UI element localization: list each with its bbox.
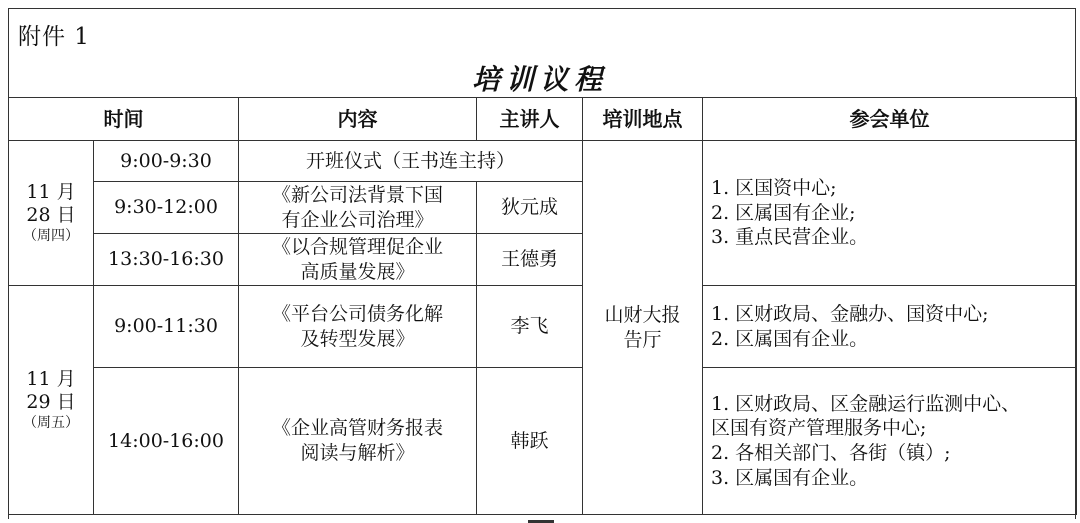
units-group3-item: 区国有资产管理服务中心;: [711, 417, 927, 440]
row3-content-l2: 高质量发展》: [300, 260, 415, 283]
table-row: [9, 286, 1077, 368]
table-row: [9, 368, 1077, 515]
header-time: 时间: [9, 98, 239, 141]
day1-month: 11 月: [26, 180, 76, 203]
row4-content-l1: 《平台公司债务化解: [271, 302, 443, 325]
day2-month: 11 月: [26, 367, 76, 390]
day1-weekday: （周四）: [23, 228, 79, 244]
row5-content: [239, 368, 477, 515]
units-group3-item: 3. 区属国有企业。: [711, 466, 869, 489]
units-group2-item: 2. 区属国有企业。: [711, 327, 869, 350]
units-group2: [703, 286, 1077, 368]
units-group1-item: 3. 重点民营企业。: [711, 226, 869, 249]
row2-content-l2: 有企业公司治理》: [281, 208, 434, 231]
row3-content-l1: 《以合规管理促企业: [271, 235, 443, 258]
row5-speaker: 韩跃: [477, 368, 583, 515]
row1-time: 9:00-9:30: [94, 141, 239, 182]
units-group1: [703, 141, 1077, 286]
attachment-label: 附件 1: [18, 24, 90, 50]
location-cell: [583, 141, 703, 515]
agenda-table: [8, 97, 1077, 515]
row5-time: 14:00-16:00: [94, 368, 239, 515]
day1-date: [9, 141, 94, 286]
units-group3-item: 2. 各相关部门、各街（镇）;: [711, 442, 951, 464]
row5-content-l1: 《企业高管财务报表: [271, 417, 443, 440]
day2-day: 29 日: [26, 391, 76, 414]
location-line2: 告厅: [623, 328, 662, 351]
day2-date: [9, 286, 94, 515]
row3-time: 13:30-16:30: [94, 234, 239, 286]
row4-time: 9:00-11:30: [94, 286, 239, 368]
day2-weekday: （周五）: [23, 415, 79, 431]
row2-content-l1: 《新公司法背景下国: [271, 183, 443, 206]
table-row: [9, 141, 1077, 182]
units-group3-item: 1. 区财政局、区金融运行监测中心、: [711, 392, 1021, 415]
header-location: 培训地点: [583, 98, 703, 141]
row5-content-l2: 阅读与解析》: [300, 442, 415, 464]
row4-speaker: 李飞: [477, 286, 583, 368]
day1-day: 28 日: [26, 204, 76, 227]
row2-content: [239, 182, 477, 234]
units-group2-item: 1. 区财政局、金融办、国资中心;: [711, 302, 989, 325]
units-group1-item: 2. 区属国有企业;: [711, 201, 856, 224]
page-title: 培训议程: [471, 63, 608, 96]
header-units: 参会单位: [703, 98, 1077, 141]
units-group3: [703, 368, 1077, 515]
row4-content: [239, 286, 477, 368]
row3-speaker: 王德勇: [477, 234, 583, 286]
row2-time: 9:30-12:00: [94, 182, 239, 234]
row2-speaker: 狄元成: [477, 182, 583, 234]
header-content: 内容: [239, 98, 477, 141]
row3-content: [239, 234, 477, 286]
row1-content: 开班仪式（王书连主持）: [239, 141, 583, 182]
row4-content-l2: 及转型发展》: [300, 327, 415, 350]
header-speaker: 主讲人: [477, 98, 583, 141]
header-row: [9, 98, 1077, 141]
units-group1-item: 1. 区国资中心;: [711, 176, 837, 199]
location-line1: 山财大报: [604, 303, 681, 326]
